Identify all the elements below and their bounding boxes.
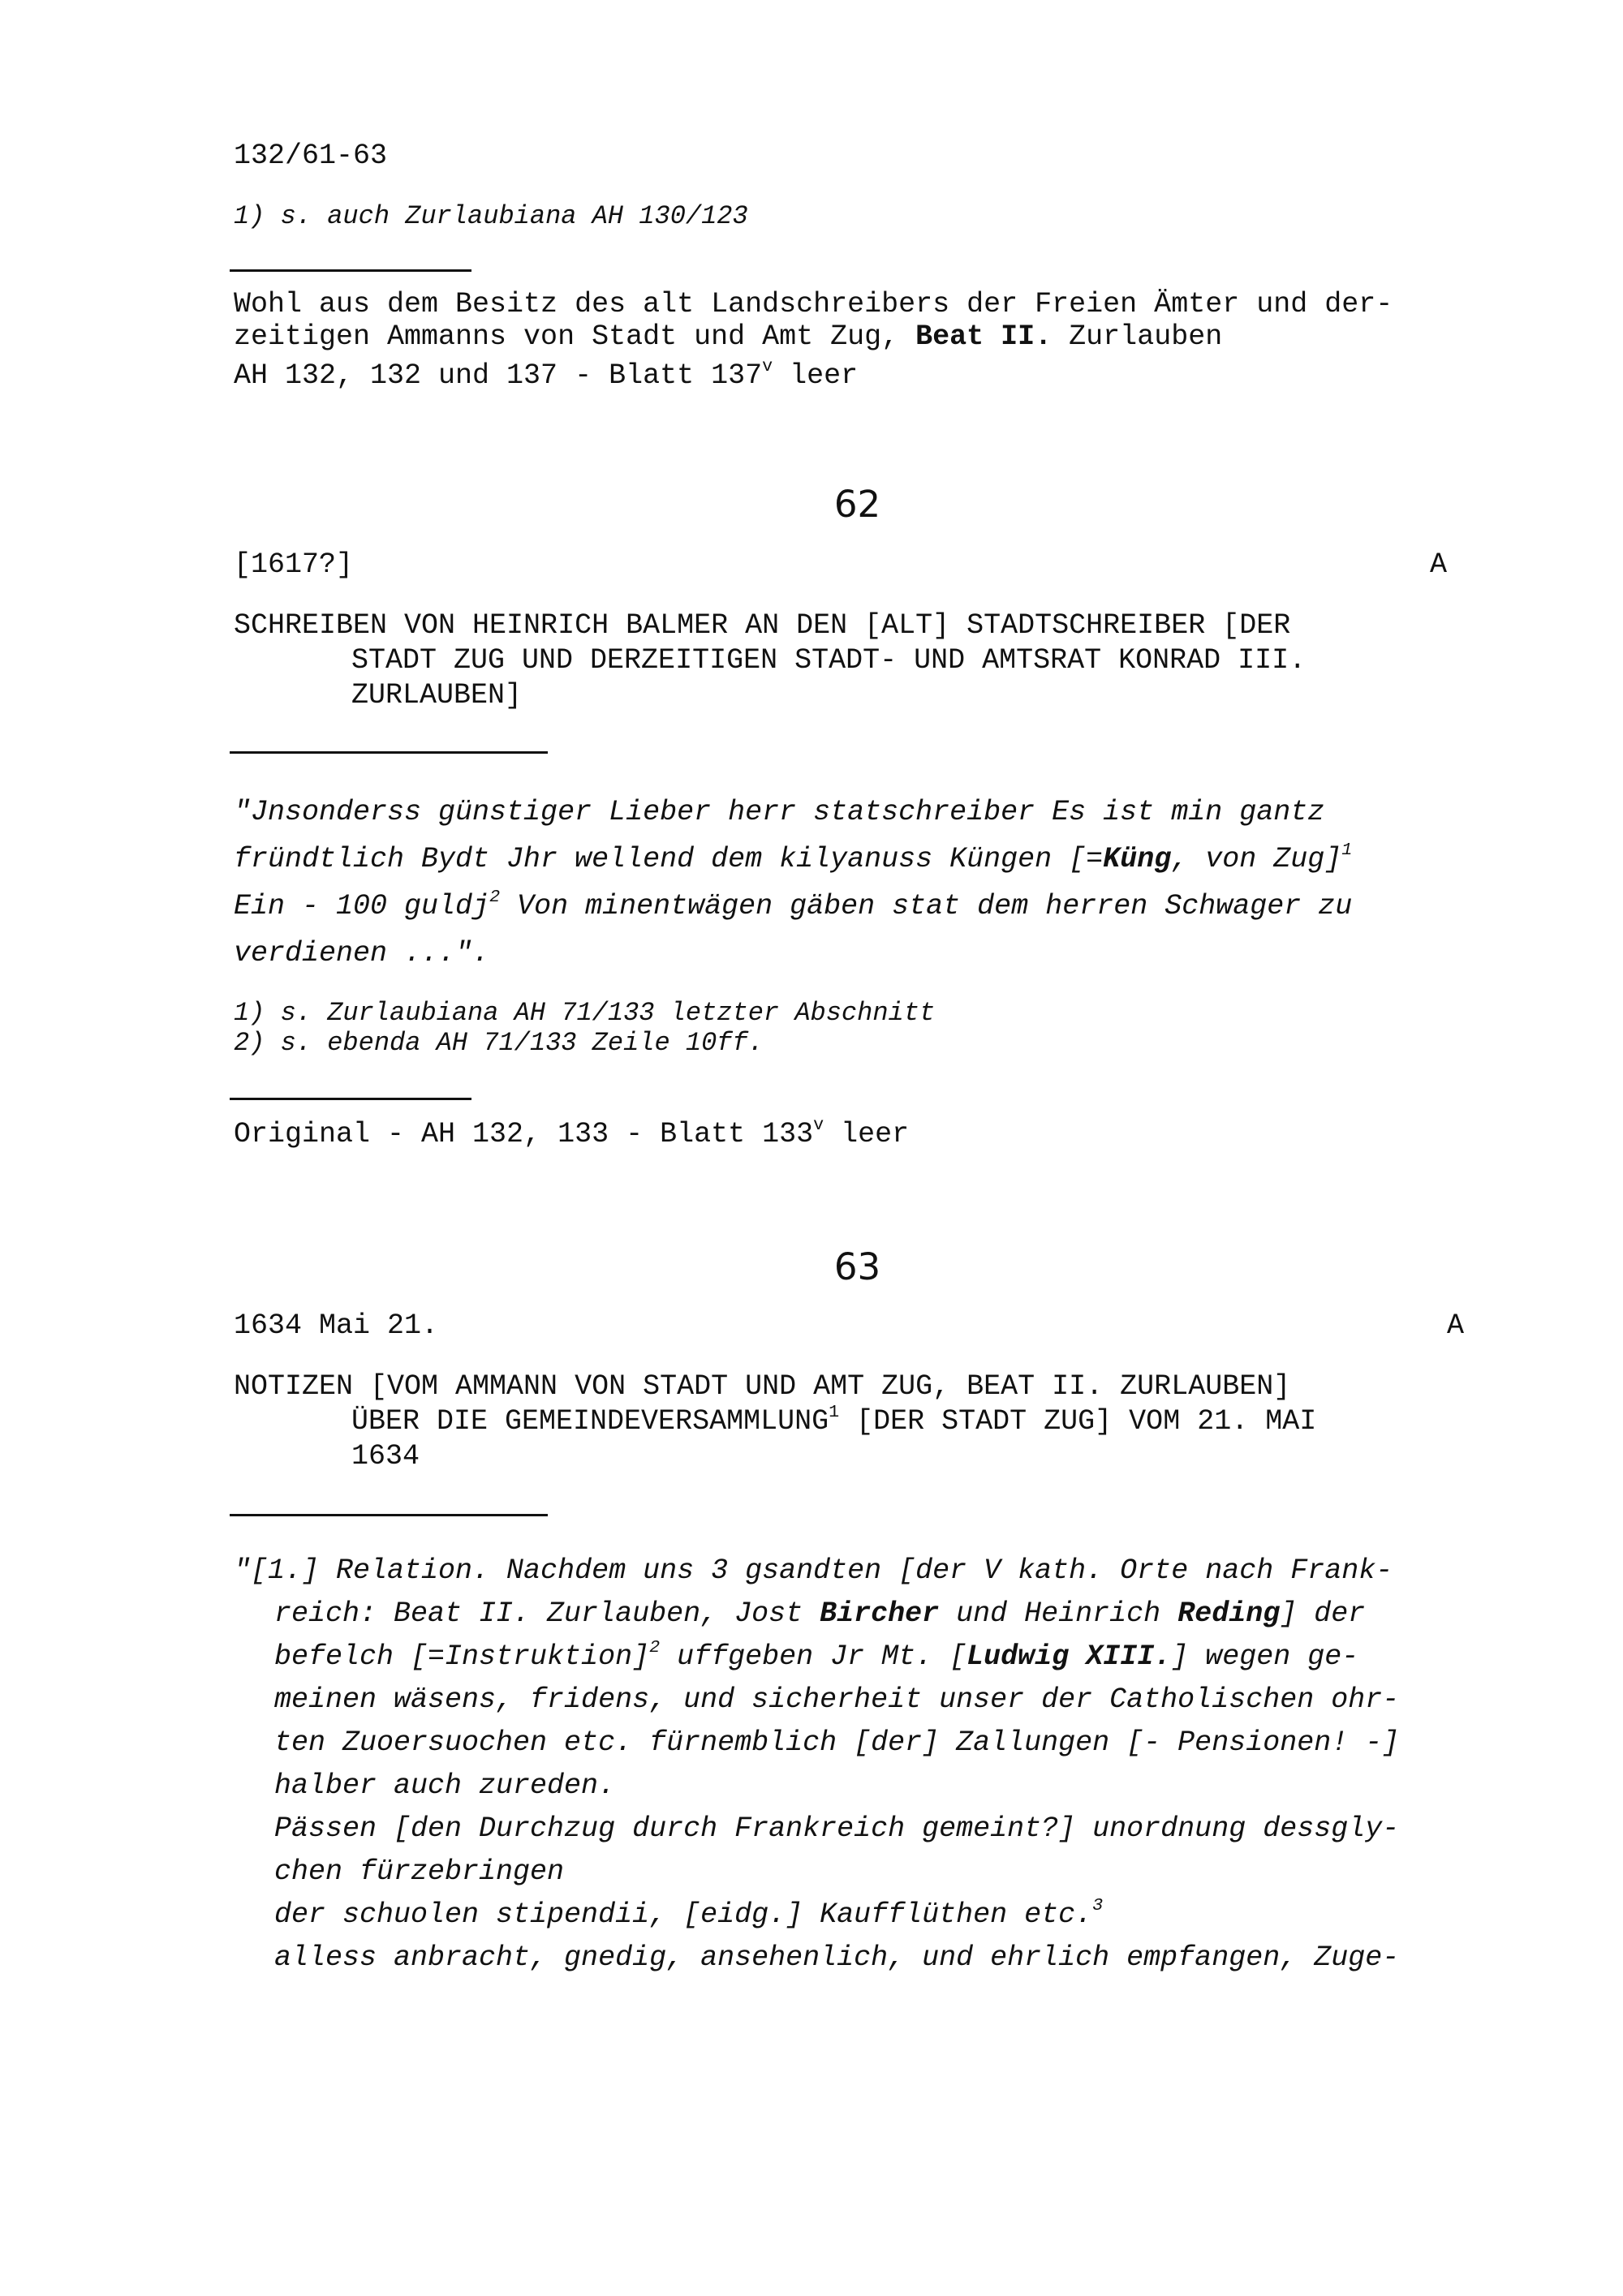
footnotes: 1) s. Zurlaubiana AH 71/133 letzter Abschnitt 2) s. ebenda AH 71/133 Zeile 10ff. — [234, 998, 936, 1058]
quotation: "Jnsonderss günstiger Lieber herr statschreiber Es ist min gantz fründtlich Bydt Jhr wellend dem kilyanuss Küngen [=Küng, von Zug]$^1$ Ein - 100 guldj$^2$ Von minentwägen gäben stat dem herren Schwager zu verdienen ...". — [234, 796, 1353, 970]
source-line: Wohl aus dem Besitz des alt Landschreibers der Freien Ämter und der- — [234, 288, 1393, 320]
document-number: 63 — [833, 1245, 881, 1288]
sheet-note: AH 132, 132 und 137 - Blatt 137$^v$ leer — [234, 355, 859, 392]
document-date: 1634 Mai 21. — [234, 1309, 439, 1342]
document-marker: A — [1430, 548, 1448, 581]
divider — [230, 1514, 548, 1516]
divider — [230, 751, 548, 754]
footnote-text: s. auch Zurlaubiana AH 130/123 — [280, 201, 748, 231]
document-number: 62 — [833, 483, 881, 526]
divider — [230, 1098, 471, 1100]
source-line: zeitigen Ammanns von Stadt und Amt Zug, Beat II. Zurlauben — [234, 320, 1223, 353]
document-title: SCHREIBEN VON HEINRICH BALMER AN DEN [ALT] STADTSCHREIBER [DER STADT ZUG UND DERZEITIGEN STADT- UND AMTSRAT KONRAD III. ZURLAUBEN] — [234, 609, 1307, 712]
footnote-number: 1) — [234, 201, 265, 231]
footnote — [234, 201, 1475, 231]
document-title: NOTIZEN [VOM AMMANN VON STADT UND AMT ZUG, BEAT II. ZURLAUBEN] ÜBER DIE GEMEINDEVERSAMMLUNG$^1$ [DER STADT ZUG] VOM 21. MAI 1634 — [234, 1370, 1317, 1473]
source-note — [234, 288, 1475, 353]
archive-ref: 132/61-63 — [234, 140, 388, 172]
document-marker: A — [1447, 1309, 1465, 1342]
divider — [230, 269, 471, 272]
quotation: "[1.] Relation. Nachdem uns 3 gsandten [der V kath. Orte nach Frank- reich: Beat II. Zurlauben, Jost Bircher und Heinrich Reding] der befelch [=Instruktion]$^2$ uffgeben Jr Mt. [Ludwig XIII.] wegen ge- meinen wäsens, fridens, und sicherheit unser der Catholischen ohr- ten Zuoersuochen etc. fürnemblich [der] Zallungen [- Pensionen! -] halber auch zureden. Pässen [den Durchzug durch Frankreich gemeint?] unordnung dessgly- chen fürzebringen der schuolen stipendii, [eidg.] Kaufflüthen etc.$^3$ alless anbracht, gnedig, ansehenlich, und ehrlich empfangen, Zuge- — [234, 1554, 1400, 1974]
document-date: [1617?] — [234, 548, 354, 581]
original-note: Original - AH 132, 133 - Blatt 133$^v$ leer — [234, 1114, 910, 1150]
